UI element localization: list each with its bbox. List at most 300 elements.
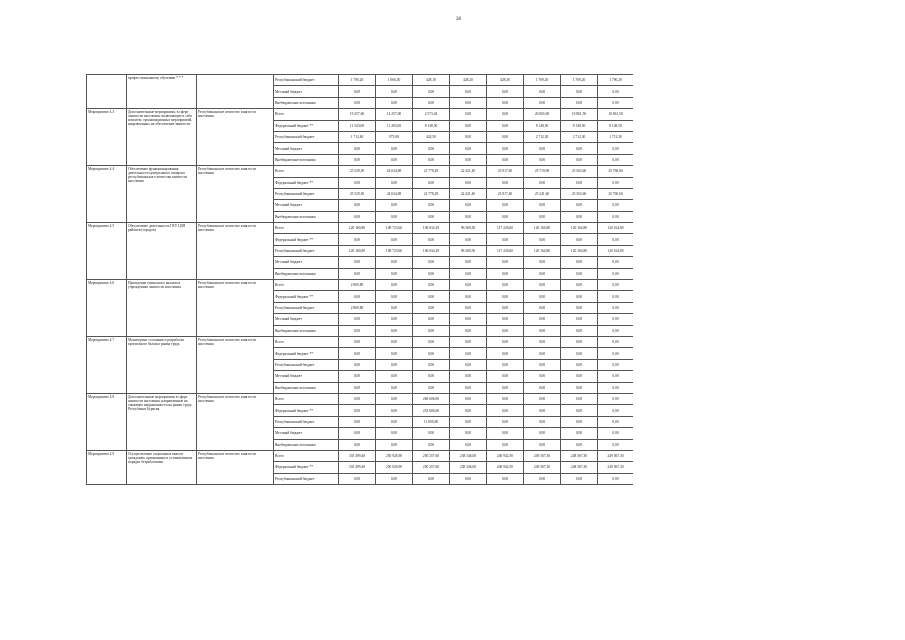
amount-cell: 335 499,40 — [339, 450, 376, 461]
amount-cell: 8 148,50 — [524, 120, 561, 131]
amount-cell: 0,00 — [450, 302, 487, 313]
amount-cell: 0,00 — [339, 268, 376, 279]
amount-cell: 0,00 — [598, 302, 634, 313]
amount-cell: 973,90 — [376, 131, 413, 142]
page-number: 28 — [456, 17, 461, 22]
amount-cell: 25 529,30 — [339, 188, 376, 199]
table-row — [87, 223, 634, 234]
amount-cell: 0,00 — [487, 473, 524, 484]
amount-cell: 1 066,50 — [376, 75, 413, 86]
amount-cell: 108 723,60 — [376, 245, 413, 256]
amount-cell: 0,00 — [339, 393, 376, 404]
amount-cell: 250 926,90 — [376, 462, 413, 473]
measure-executor: Республиканское агентство занятости населения — [197, 166, 274, 223]
amount-cell: 0,00 — [450, 393, 487, 404]
amount-cell: 0,00 — [450, 325, 487, 336]
amount-cell: 120 164,80 — [598, 223, 634, 234]
amount-cell: 96 369,50 — [450, 245, 487, 256]
amount-cell: 0,00 — [376, 154, 413, 165]
amount-cell: 0,00 — [413, 359, 450, 370]
amount-cell: 0,00 — [376, 416, 413, 427]
amount-cell: 0,00 — [524, 302, 561, 313]
amount-cell: 0,00 — [598, 348, 634, 359]
amount-cell: 0,00 — [376, 336, 413, 347]
amount-cell: 0,00 — [376, 325, 413, 336]
amount-cell: 0,00 — [450, 86, 487, 97]
measure-code: Мероприятие 4.3 — [87, 109, 127, 166]
amount-cell: 120 164,80 — [561, 245, 598, 256]
amount-cell: 250 257,60 — [413, 450, 450, 461]
funding-source-label: Местный бюджет — [274, 200, 339, 211]
amount-cell: 0,00 — [524, 405, 561, 416]
amount-cell: 11 283,00 — [376, 120, 413, 131]
amount-cell: 0,00 — [598, 439, 634, 450]
measure-name: Мониторинг состояния и разработка прогнозного баланса рынка труда — [127, 336, 197, 393]
measure-name: профессиональному обучению * * * — [127, 75, 197, 109]
amount-cell: 0,00 — [561, 211, 598, 222]
funding-source-label: Республиканский бюджет — [274, 359, 339, 370]
amount-cell: 0,00 — [598, 393, 634, 404]
amount-cell: 0,00 — [413, 325, 450, 336]
amount-cell: 0,00 — [561, 416, 598, 427]
amount-cell: 10 861,50 — [561, 109, 598, 120]
amount-cell: 249 567,30 — [524, 462, 561, 473]
table-row — [87, 336, 634, 347]
amount-cell: 0,00 — [339, 439, 376, 450]
amount-cell: 0,00 — [524, 280, 561, 291]
measure-executor: Республиканское агентство занятости населения — [197, 336, 274, 393]
measure-name: Дополнительные мероприятия в сфере занятости населения, направленные на снижение напряженности на рынке труда Республики Бурятия — [127, 393, 197, 450]
amount-cell: 120 164,80 — [524, 223, 561, 234]
amount-cell: 0,00 — [450, 131, 487, 142]
amount-cell: 0,00 — [524, 97, 561, 108]
amount-cell: 0,00 — [598, 416, 634, 427]
amount-cell: 0,00 — [376, 211, 413, 222]
amount-cell: 0,00 — [339, 234, 376, 245]
amount-cell: 0,00 — [376, 382, 413, 393]
amount-cell: 0,00 — [487, 257, 524, 268]
measure-code: Мероприятие 4.9 — [87, 450, 127, 484]
amount-cell: 22 421,40 — [450, 166, 487, 177]
funding-source-label: Федеральный бюджет ** — [274, 234, 339, 245]
amount-cell: 0,00 — [561, 359, 598, 370]
amount-cell: 0,00 — [524, 291, 561, 302]
amount-cell: 248 567,30 — [561, 462, 598, 473]
amount-cell: 117 226,60 — [487, 245, 524, 256]
amount-cell: 117 226,60 — [487, 223, 524, 234]
amount-cell: 0,00 — [487, 86, 524, 97]
budget-table — [86, 74, 633, 485]
amount-cell: 428,10 — [413, 75, 450, 86]
amount-cell: 0,00 — [598, 86, 634, 97]
amount-cell: 1 790,20 — [339, 75, 376, 86]
amount-cell: 0,00 — [339, 371, 376, 382]
funding-source-label: Республиканский бюджет — [274, 245, 339, 256]
amount-cell: 13 000,00 — [413, 416, 450, 427]
table-row — [87, 280, 634, 291]
amount-cell: 0,00 — [487, 291, 524, 302]
funding-source-label: Республиканский бюджет — [274, 302, 339, 313]
amount-cell: 0,00 — [524, 325, 561, 336]
amount-cell: 0,00 — [524, 428, 561, 439]
amount-cell: 0,00 — [339, 325, 376, 336]
amount-cell: 1 769,20 — [524, 75, 561, 86]
amount-cell: 428,20 — [450, 75, 487, 86]
amount-cell: 424,50 — [413, 131, 450, 142]
amount-cell: 0,00 — [561, 382, 598, 393]
amount-cell: 335 499,40 — [339, 462, 376, 473]
amount-cell: 0,00 — [524, 200, 561, 211]
funding-source-label: Внебюджетные источники — [274, 268, 339, 279]
amount-cell: 0,00 — [487, 439, 524, 450]
amount-cell: 0,00 — [450, 177, 487, 188]
amount-cell: 0,00 — [413, 314, 450, 325]
amount-cell: 0,00 — [561, 177, 598, 188]
amount-cell: 0,00 — [487, 416, 524, 427]
amount-cell: 0,00 — [376, 348, 413, 359]
amount-cell: 246 942,50 — [487, 450, 524, 461]
amount-cell: 0,00 — [524, 371, 561, 382]
amount-cell: 250 257,60 — [413, 462, 450, 473]
amount-cell: 0,00 — [450, 257, 487, 268]
amount-cell: 0,00 — [376, 473, 413, 484]
amount-cell: 0,00 — [524, 154, 561, 165]
amount-cell: 0,00 — [450, 109, 487, 120]
budget-table-container — [86, 74, 633, 570]
amount-cell: 0,00 — [376, 371, 413, 382]
funding-source-label: Федеральный бюджет ** — [274, 462, 339, 473]
funding-source-label: Всего — [274, 223, 339, 234]
amount-cell: 0,00 — [413, 439, 450, 450]
funding-source-label: Федеральный бюджет ** — [274, 348, 339, 359]
table-row — [87, 109, 634, 120]
amount-cell: 0,00 — [339, 291, 376, 302]
amount-cell: 0,00 — [561, 393, 598, 404]
amount-cell: 0,00 — [376, 359, 413, 370]
amount-cell: 0,00 — [487, 143, 524, 154]
amount-cell: 0,00 — [598, 257, 634, 268]
amount-cell: 120 160,80 — [339, 245, 376, 256]
amount-cell: 0,00 — [450, 234, 487, 245]
amount-cell: 0,00 — [339, 211, 376, 222]
amount-cell: 0,00 — [598, 200, 634, 211]
amount-cell: 0,00 — [339, 473, 376, 484]
amount-cell: 0,00 — [598, 428, 634, 439]
amount-cell: 11 543,00 — [339, 120, 376, 131]
amount-cell: 0,00 — [339, 97, 376, 108]
amount-cell: 0,00 — [413, 291, 450, 302]
amount-cell: 0,00 — [487, 120, 524, 131]
measure-name: Осуществление социальных выплат гражданам, признанным в установленном порядке безработными — [127, 450, 197, 484]
amount-cell: 0,00 — [561, 314, 598, 325]
amount-cell: 23 917,40 — [487, 166, 524, 177]
amount-cell: 1 769,20 — [561, 75, 598, 86]
amount-cell: 0,00 — [598, 382, 634, 393]
amount-cell: 25 563,60 — [561, 188, 598, 199]
amount-cell: 0,00 — [450, 439, 487, 450]
amount-cell: 0,00 — [413, 143, 450, 154]
measure-executor: Республиканское агентство занятости населения — [197, 223, 274, 280]
amount-cell: 0,00 — [487, 211, 524, 222]
amount-cell: 0,00 — [524, 211, 561, 222]
amount-cell: 249 567,30 — [598, 450, 634, 461]
amount-cell: 2 869,80 — [339, 302, 376, 313]
amount-cell: 19 257,60 — [339, 109, 376, 120]
measure-name: Проведение оценочного анализа в учреждениях занятости населения — [127, 280, 197, 337]
amount-cell: 120 164,80 — [524, 245, 561, 256]
amount-cell: 0,00 — [487, 325, 524, 336]
amount-cell: 0,00 — [413, 371, 450, 382]
funding-source-label: Внебюджетные источники — [274, 97, 339, 108]
measure-name: Дополнительные мероприятия, в сфере занятости населения, включающие в себя комплекс организационных мероприятий, направленных на обеспечение занятости — [127, 109, 197, 166]
amount-cell: 0,00 — [598, 211, 634, 222]
amount-cell: 0,00 — [487, 280, 524, 291]
amount-cell: 0,00 — [598, 177, 634, 188]
amount-cell: 0,00 — [487, 348, 524, 359]
amount-cell: 0,00 — [450, 359, 487, 370]
amount-cell: 0,00 — [487, 405, 524, 416]
funding-source-label: Республиканский бюджет — [274, 416, 339, 427]
amount-cell: 0,00 — [598, 371, 634, 382]
amount-cell: 0,00 — [413, 280, 450, 291]
measure-name: Обеспечение функционирования деятельности центрального аппарата республиканского агентства занятости населения — [127, 166, 197, 223]
amount-cell: 106 634,29 — [413, 245, 450, 256]
amount-cell: 0,00 — [598, 268, 634, 279]
amount-cell: 21 778,29 — [413, 188, 450, 199]
amount-cell: 0,00 — [450, 314, 487, 325]
amount-cell: 0,00 — [376, 268, 413, 279]
funding-source-label: Федеральный бюджет ** — [274, 120, 339, 131]
measure-name: Обеспечение деятельности ГКУ ЦЗН районов (городов) — [127, 223, 197, 280]
amount-cell: 2 712,30 — [524, 131, 561, 142]
amount-cell: 0,00 — [598, 143, 634, 154]
amount-cell: 23 917,40 — [487, 188, 524, 199]
amount-cell: 0,00 — [487, 154, 524, 165]
amount-cell: 0,00 — [524, 257, 561, 268]
amount-cell: 14 257,00 — [376, 109, 413, 120]
amount-cell: 0,00 — [487, 314, 524, 325]
amount-cell: 0,00 — [376, 143, 413, 154]
amount-cell: 0,00 — [450, 348, 487, 359]
amount-cell: 0,00 — [413, 86, 450, 97]
amount-cell: 238 346,00 — [450, 462, 487, 473]
amount-cell: 0,00 — [413, 302, 450, 313]
amount-cell: 0,00 — [487, 131, 524, 142]
amount-cell: 0,00 — [339, 86, 376, 97]
amount-cell: 0,00 — [413, 200, 450, 211]
funding-source-label: Местный бюджет — [274, 314, 339, 325]
amount-cell: 0,00 — [450, 371, 487, 382]
funding-source-label: Всего — [274, 450, 339, 461]
amount-cell: 25 241,60 — [524, 188, 561, 199]
amount-cell: 0,00 — [413, 268, 450, 279]
amount-cell: 248 567,30 — [561, 450, 598, 461]
amount-cell: 0,00 — [487, 234, 524, 245]
funding-source-label: Местный бюджет — [274, 143, 339, 154]
table-row — [87, 450, 634, 461]
amount-cell: 0,00 — [413, 348, 450, 359]
amount-cell: 24 634,08 — [376, 188, 413, 199]
amount-cell: 0,00 — [598, 97, 634, 108]
amount-cell: 0,00 — [598, 405, 634, 416]
amount-cell: 1 712,60 — [339, 131, 376, 142]
amount-cell: 0,00 — [598, 336, 634, 347]
amount-cell: 0,00 — [413, 154, 450, 165]
amount-cell: 0,00 — [598, 280, 634, 291]
amount-cell: 0,00 — [561, 268, 598, 279]
table-row — [87, 166, 634, 177]
amount-cell: 0,00 — [561, 143, 598, 154]
amount-cell: 249 567,30 — [524, 450, 561, 461]
amount-cell: 0,00 — [561, 200, 598, 211]
amount-cell: 0,00 — [450, 291, 487, 302]
amount-cell: 1 712,30 — [598, 131, 634, 142]
amount-cell: 0,00 — [450, 154, 487, 165]
amount-cell: 0,00 — [376, 97, 413, 108]
funding-source-label: Внебюджетные источники — [274, 382, 339, 393]
amount-cell: 8 148,50 — [561, 120, 598, 131]
funding-source-label: Внебюджетные источники — [274, 154, 339, 165]
amount-cell: 10 861,50 — [598, 109, 634, 120]
amount-cell: 0,00 — [339, 428, 376, 439]
amount-cell: 0,00 — [376, 428, 413, 439]
funding-source-label: Местный бюджет — [274, 371, 339, 382]
funding-source-label: Всего — [274, 393, 339, 404]
amount-cell: 0,00 — [524, 393, 561, 404]
amount-cell: 106 634,29 — [413, 223, 450, 234]
amount-cell: 25 760,60 — [598, 188, 634, 199]
amount-cell: 120 160,80 — [339, 223, 376, 234]
amount-cell: 253 606,00 — [413, 405, 450, 416]
amount-cell: 24 634,08 — [376, 166, 413, 177]
amount-cell: 0,00 — [487, 336, 524, 347]
amount-cell: 0,00 — [450, 405, 487, 416]
measure-code — [87, 75, 127, 109]
amount-cell: 25 719,00 — [524, 166, 561, 177]
amount-cell: 0,00 — [450, 268, 487, 279]
funding-source-label: Федеральный бюджет ** — [274, 291, 339, 302]
measure-executor: Республиканское агентство занятости населения — [197, 109, 274, 166]
amount-cell: 0,00 — [561, 405, 598, 416]
amount-cell: 238 346,00 — [450, 450, 487, 461]
amount-cell: 0,00 — [487, 382, 524, 393]
amount-cell: 2 712,30 — [561, 131, 598, 142]
amount-cell: 0,00 — [524, 143, 561, 154]
measure-code: Мероприятие 4.7 — [87, 336, 127, 393]
amount-cell: 246 942,50 — [487, 462, 524, 473]
funding-source-label: Всего — [274, 109, 339, 120]
amount-cell: 0,00 — [561, 473, 598, 484]
amount-cell: 0,00 — [450, 211, 487, 222]
amount-cell: 108 723,60 — [376, 223, 413, 234]
amount-cell: 0,00 — [487, 428, 524, 439]
amount-cell: 0,00 — [561, 302, 598, 313]
amount-cell: 250 926,90 — [376, 450, 413, 461]
amount-cell: 0,00 — [561, 97, 598, 108]
funding-source-label: Республиканский бюджет — [274, 473, 339, 484]
amount-cell: 0,00 — [339, 359, 376, 370]
amount-cell: 0,00 — [598, 291, 634, 302]
amount-cell: 249 567,30 — [598, 462, 634, 473]
amount-cell: 0,00 — [413, 473, 450, 484]
amount-cell: 0,00 — [561, 154, 598, 165]
amount-cell: 0,00 — [524, 336, 561, 347]
amount-cell: 0,00 — [376, 314, 413, 325]
amount-cell: 0,00 — [413, 257, 450, 268]
funding-source-label: Всего — [274, 336, 339, 347]
amount-cell: 22 421,40 — [450, 188, 487, 199]
amount-cell: 0,00 — [339, 416, 376, 427]
amount-cell: 266 606,00 — [413, 393, 450, 404]
amount-cell: 0,00 — [487, 97, 524, 108]
amount-cell: 0,00 — [561, 86, 598, 97]
amount-cell: 0,00 — [450, 473, 487, 484]
funding-source-label: Республиканский бюджет — [274, 131, 339, 142]
amount-cell: 96 369,50 — [450, 223, 487, 234]
amount-cell: 0,00 — [598, 473, 634, 484]
amount-cell: 120 164,80 — [561, 223, 598, 234]
funding-source-label: Всего — [274, 166, 339, 177]
amount-cell: 0,00 — [524, 416, 561, 427]
amount-cell: 0,00 — [376, 439, 413, 450]
amount-cell: 0,00 — [376, 234, 413, 245]
amount-cell: 0,00 — [413, 428, 450, 439]
amount-cell: 0,00 — [450, 416, 487, 427]
measure-executor: Республиканское агентство занятости населения — [197, 450, 274, 484]
amount-cell: 0,00 — [339, 348, 376, 359]
amount-cell: 0,00 — [450, 428, 487, 439]
amount-cell: 0,00 — [339, 143, 376, 154]
amount-cell: 0,00 — [376, 405, 413, 416]
amount-cell: 0,00 — [524, 86, 561, 97]
amount-cell: 0,00 — [339, 336, 376, 347]
amount-cell: 0,00 — [450, 382, 487, 393]
amount-cell: 0,00 — [524, 439, 561, 450]
amount-cell: 0,00 — [524, 359, 561, 370]
amount-cell: 0,00 — [487, 371, 524, 382]
amount-cell: 0,00 — [339, 382, 376, 393]
funding-source-label: Местный бюджет — [274, 86, 339, 97]
amount-cell: 0,00 — [561, 428, 598, 439]
table-row — [87, 393, 634, 404]
measure-executor — [197, 75, 274, 109]
amount-cell: 2 869,80 — [339, 280, 376, 291]
amount-cell: 0,00 — [376, 177, 413, 188]
amount-cell: 8 148,50 — [413, 120, 450, 131]
amount-cell: 0,00 — [487, 109, 524, 120]
amount-cell: 1 790,20 — [598, 75, 634, 86]
amount-cell: 0,00 — [413, 382, 450, 393]
amount-cell: 0,00 — [450, 97, 487, 108]
funding-source-label: Внебюджетные источники — [274, 439, 339, 450]
amount-cell: 0,00 — [561, 439, 598, 450]
funding-source-label: Внебюджетные источники — [274, 211, 339, 222]
amount-cell: 428,30 — [487, 75, 524, 86]
amount-cell: 0,00 — [339, 154, 376, 165]
amount-cell: 0,00 — [524, 314, 561, 325]
measure-executor: Республиканское агентство занятости населения — [197, 280, 274, 337]
amount-cell: 120 164,80 — [598, 245, 634, 256]
amount-cell: 0,00 — [561, 257, 598, 268]
amount-cell: 0,00 — [376, 257, 413, 268]
measure-executor: Республиканское агентство занятости населения — [197, 393, 274, 450]
amount-cell: 0,00 — [339, 200, 376, 211]
measure-code: Мероприятие 4.5 — [87, 223, 127, 280]
amount-cell: 0,00 — [524, 473, 561, 484]
amount-cell: 0,00 — [376, 393, 413, 404]
amount-cell: 0,00 — [450, 336, 487, 347]
amount-cell: 25 563,60 — [561, 166, 598, 177]
